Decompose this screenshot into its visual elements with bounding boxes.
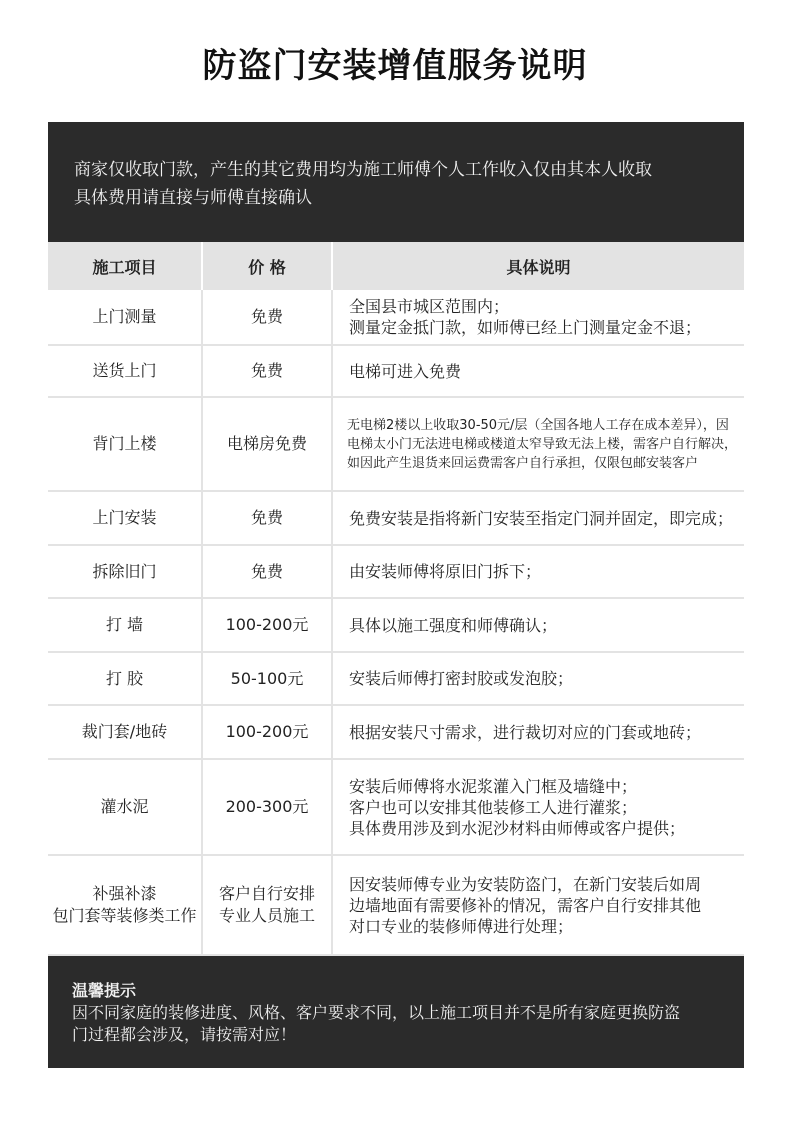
cell-price [202,397,332,491]
table-row [48,705,744,759]
page-title: 防盗门安装增值服务说明 [202,46,588,86]
cell-price-line: 客户自行安排 [218,884,315,903]
cell-price [202,491,332,545]
cell-item [48,855,202,955]
cell-price-line: 免费 [250,508,283,527]
cell-item [48,290,202,345]
cell-detail-line: 客户也可以安排其他装修工人进行灌浆； [349,797,638,817]
cell-item [48,397,202,491]
cell-item-line: 背门上楼 [92,434,157,453]
cell-item-line: 灌水泥 [100,797,149,816]
cell-price [202,705,332,759]
cell-detail [332,290,744,345]
cell-item [48,652,202,705]
cell-price-line: 免费 [250,561,283,581]
table-row [48,545,744,598]
tips-box [48,956,744,1068]
cell-detail-line: 因安装师傅专业为安装防盗门，在新门安装后如周 [349,874,702,894]
cell-detail [332,491,744,545]
cell-price-line: 电梯房免费 [226,434,307,453]
cell-detail-line: 电梯太小门无法进电梯或楼道太窄导致无法上楼，需客户自行解决， [347,436,738,452]
table-row [48,290,744,345]
cell-detail-line: 测量定金抵门款，如师傅已经上门测量定金不退； [349,318,702,337]
cell-item-line: 裁门套/地砖 [81,722,168,741]
cell-detail-line: 对口专业的装修师傅进行处理； [349,916,574,936]
cell-price [202,545,332,598]
cell-price [202,290,332,345]
cell-detail [332,855,744,955]
table-row [48,598,744,652]
cell-price-line: 200-300元 [225,797,309,816]
table-row [48,397,744,491]
cell-price-line: 免费 [250,307,283,326]
cell-item [48,545,202,598]
table-row [48,855,744,955]
cell-price-line: 100-200元 [225,615,309,634]
cell-item-line: 打 墙 [105,615,144,634]
cell-detail [332,652,744,705]
header-item: 施工项目 [48,242,202,290]
cell-detail-line: 免费安装是指将新门安装至指定门洞并固定，即完成； [349,508,734,528]
cell-detail-line: 具体费用涉及到水泥沙材料由师傅或客户提供； [349,818,686,838]
service-fee-table [48,242,744,956]
cell-detail [332,545,744,598]
cell-detail [332,345,744,397]
tips-line: 门过程都会涉及，请按需对应！ [72,1025,297,1044]
cell-price [202,855,332,955]
cell-item [48,705,202,759]
cell-price-line: 免费 [250,361,283,380]
cell-detail [332,598,744,652]
notice-banner [48,122,744,242]
cell-price [202,345,332,397]
cell-detail-line: 无电梯2楼以上收取30-50元/层（全国各地人工存在成本差异），因 [347,417,729,433]
notice-line: 具体费用请直接与师傅直接确认 [74,188,312,208]
cell-item-line: 拆除旧门 [92,561,157,581]
table-row [48,652,744,705]
cell-detail [332,705,744,759]
notice-line: 商家仅收取门款，产生的其它费用均为施工师傅个人工作收入仅由其本人收取 [74,160,652,180]
tips-title: 温馨提示 [72,981,137,1000]
cell-item [48,759,202,855]
table-row [48,759,744,855]
cell-detail-line: 全国县市城区范围内； [349,297,510,316]
cell-detail-line: 由安装师傅将原旧门拆下； [349,562,542,581]
header-price: 价 格 [202,242,332,290]
cell-item-line: 包门套等装修类工作 [52,906,197,925]
tips-line: 因不同家庭的装修进度、风格、客户要求不同，以上施工项目并不是所有家庭更换防盗 [72,1003,681,1022]
cell-detail-line: 如因此产生退货来回运费需客户自行承担，仅限包邮安装客户 [347,455,699,471]
cell-detail-line: 电梯可进入免费 [349,361,462,381]
cell-price-line: 专业人员施工 [218,906,315,925]
cell-detail [332,397,744,491]
cell-detail-line: 安装后师傅将水泥浆灌入门框及墙缝中； [349,776,638,796]
cell-price-line: 50-100元 [230,668,304,688]
table-row [48,491,744,545]
cell-detail-line: 具体以施工强度和师傅确认； [349,615,558,635]
cell-detail-line: 边墙地面有需要修补的情况，需客户自行安排其他 [349,895,702,915]
cell-price-line: 100-200元 [225,722,309,741]
cell-detail-line: 安装后师傅打密封胶或发泡胶； [349,669,574,688]
table-header-row [48,242,744,290]
cell-price [202,598,332,652]
cell-item-line: 送货上门 [92,361,157,380]
cell-item [48,491,202,545]
cell-detail-line: 根据安装尺寸需求，进行裁切对应的门套或地砖； [349,722,702,742]
cell-item-line: 上门测量 [92,307,157,326]
table-row [48,345,744,397]
cell-item [48,598,202,652]
cell-price [202,652,332,705]
cell-detail [332,759,744,855]
cell-item-line: 补强补漆 [92,884,157,903]
cell-price [202,759,332,855]
cell-item [48,345,202,397]
cell-item-line: 上门安装 [92,508,157,527]
header-detail: 具体说明 [332,242,744,290]
cell-item-line: 打 胶 [105,668,144,688]
